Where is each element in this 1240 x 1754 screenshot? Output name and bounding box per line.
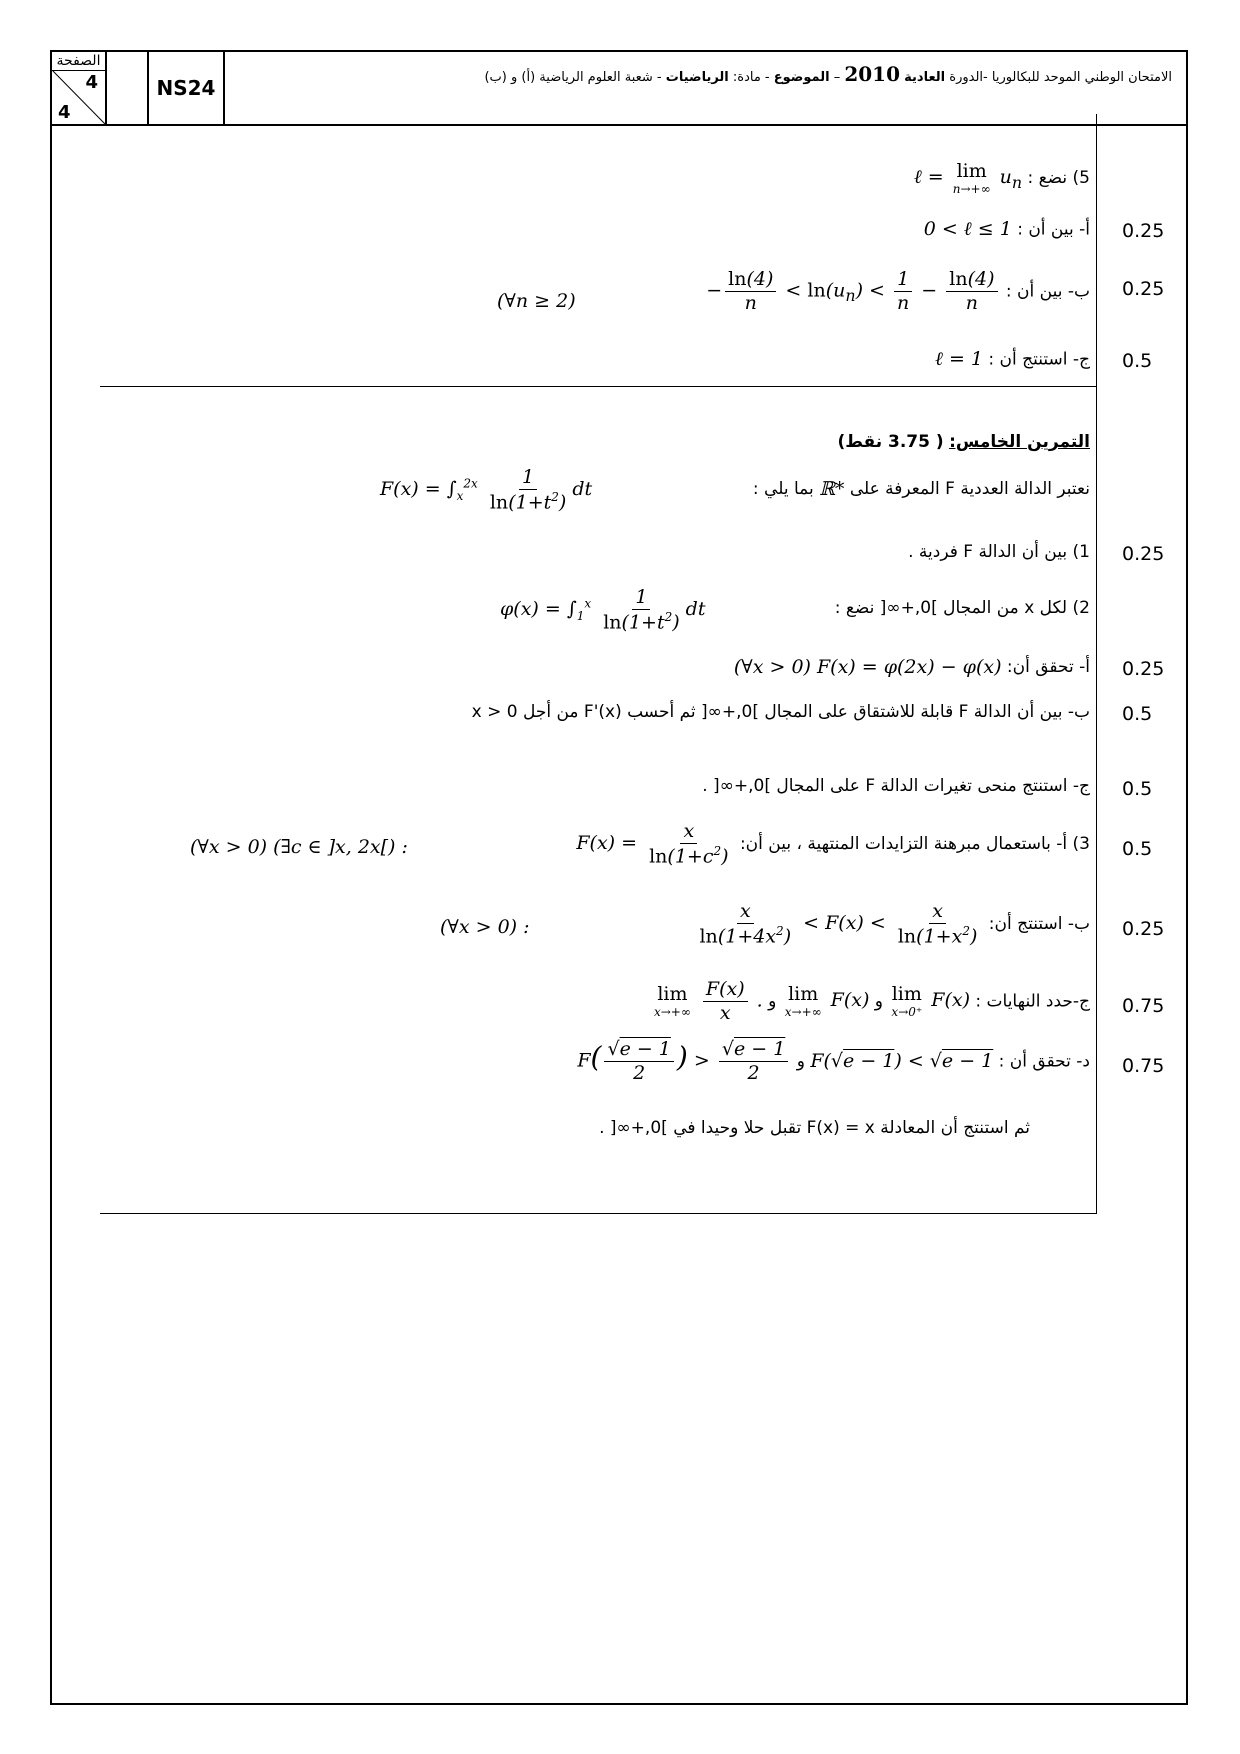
score: 0.25 — [1122, 918, 1165, 940]
exam-code: NS24 — [147, 52, 225, 124]
q3a-condition: (∀x > 0) (∃c ∈ ]x, 2x[) : — [190, 836, 408, 858]
q-label: ج- استنتج أن : — [988, 349, 1090, 370]
bottom-divider — [100, 1213, 1097, 1214]
q-math: (∀x > 0) F(x) = φ(2x) − φ(x) — [733, 656, 1002, 678]
exercise-title — [837, 432, 1090, 452]
q-label: أ- باستعمال مبرهنة التزايدات المنتهية ، بين أن: — [739, 833, 1068, 854]
q-label: أ- تحقق أن: — [1006, 657, 1090, 677]
q5c — [935, 348, 1090, 371]
ex5-intro — [753, 478, 1090, 500]
q-text: بين أن الدالة F فردية . — [908, 542, 1068, 562]
intro-text: نعتبر الدالة العددية F المعرفة على — [849, 479, 1090, 499]
q-math: 0 < ℓ ≤ 1 — [923, 218, 1012, 240]
exam-title — [484, 62, 1172, 86]
score: 0.5 — [1122, 838, 1153, 860]
q-math: F( $\frac{√e - 1}{2}$ ) > $\frac{√e - 1}{2}$ — [577, 1038, 791, 1085]
q-text: لكل x من المجال ]0,+∞[ نضع : — [834, 598, 1068, 618]
q-label: ب- استنتج أن: — [988, 913, 1090, 934]
page-number-box — [52, 52, 107, 126]
q-number: 3) — [1072, 833, 1090, 854]
score: 0.75 — [1122, 995, 1165, 1017]
domain-set: ℝ* — [819, 478, 845, 500]
title-part: الامتحان الوطني الموحد للبكالوريا -الدورة — [945, 70, 1172, 85]
ex5-q3d — [577, 1038, 1090, 1085]
q-math: lim x→+∞ F(x) — [784, 983, 870, 1020]
ex5-q3b — [693, 900, 1090, 948]
page-total: 4 — [58, 102, 71, 123]
intro-text: بما يلي : — [752, 479, 814, 499]
q-label: أ- بين أن : — [1017, 219, 1090, 240]
q-math: lim x→0⁺ F(x) — [891, 983, 970, 1020]
score: 0.5 — [1122, 778, 1153, 800]
ex5-q3c — [651, 978, 1090, 1025]
page-number: 4 — [85, 72, 98, 93]
subject-label: الموضوع — [773, 70, 830, 85]
limit-definition: ℓ = lim n→+∞ $u_n$ — [913, 160, 1023, 196]
q-label: ب- بين أن : — [1005, 281, 1090, 302]
q-number: 5) — [1072, 168, 1090, 188]
score: 0.75 — [1122, 1055, 1165, 1077]
q-math: $\frac{x}{\ln(1+4x^2)}$ < F(x) < $\frac{x}{\ln(1+x^2)}$ — [699, 900, 978, 948]
score: 0.25 — [1122, 658, 1165, 680]
q-number: 2) — [1072, 598, 1090, 618]
q5a — [924, 218, 1090, 241]
q-text: نضع : — [1027, 168, 1068, 188]
q-label: د- تحقق أن : — [998, 1051, 1090, 1072]
page-label: الصفحة — [52, 52, 105, 71]
stream-name: - شعبة العلوم الرياضية (أ) و (ب) — [484, 70, 666, 85]
ex5-q2 — [835, 598, 1090, 618]
conjunction: و — [796, 1051, 805, 1072]
ex5-q1 — [908, 542, 1090, 562]
q-math: F(√e − 1) < √e − 1 — [810, 1050, 994, 1073]
score: 0.25 — [1122, 278, 1165, 300]
score: 0.5 — [1122, 703, 1153, 725]
q5b — [706, 268, 1090, 315]
q-math: lim x→+∞ $\frac{F(x)}{x}$ . — [653, 978, 763, 1024]
F-definition: $F(x) = \int_x^{2x}$ $\frac{1}{\ln(1+t^2)}$ dt — [380, 466, 593, 514]
section-divider — [100, 386, 1096, 387]
subject-name: الرياضيات — [665, 70, 729, 85]
q-math: − $\frac{\ln(4)}{n}$ < $\ln(u_n)$ < $\frac{1}{n}$ − $\frac{\ln(4)}{n}$ — [706, 268, 1000, 315]
score: 0.25 — [1122, 220, 1165, 242]
score: 0.25 — [1122, 543, 1165, 565]
conjunction: و — [874, 991, 884, 1012]
ex5-q2a — [734, 656, 1090, 678]
q5b-condition: (∀n ≥ 2) — [497, 290, 576, 312]
title-sep: – — [829, 70, 845, 85]
q-math: ℓ = 1 — [934, 348, 983, 370]
q-number: 1) — [1072, 542, 1090, 562]
q-math: F(x) = $\frac{x}{\ln(1+c^2)}$ — [576, 820, 729, 868]
ex5-q2b: ب- بين أن الدالة F قابلة للاشتقاق على المجال ]0,+∞[ ثم أحسب F'(x) من أجل x > 0 — [471, 702, 1090, 722]
session-type: العادية — [904, 70, 946, 85]
ex5-q3-final: ثم استنتج أن المعادلة F(x) = x تقبل حلا وحيدا في ]0,+∞[ . — [599, 1118, 1030, 1138]
exam-header — [52, 52, 1186, 126]
phi-definition: $\varphi(x) = \int_1^x$ $\frac{1}{\ln(1+t^2)}$ dt — [500, 586, 706, 634]
exam-year: 2010 — [844, 62, 900, 86]
exercise-points: ( 3.75 نقط) — [837, 432, 944, 452]
score-column-divider — [1096, 114, 1097, 1214]
ex5-q3a — [576, 820, 1090, 868]
q5-intro — [914, 160, 1090, 196]
ex5-q2c: ج- استنتج منحى تغيرات الدالة F على المجال ]0,+∞[ . — [702, 776, 1090, 796]
exercise-heading: التمرين الخامس: — [949, 432, 1090, 452]
conjunction: و — [768, 991, 777, 1012]
title-part: - مادة: — [728, 70, 774, 85]
q-label: ج-حدد النهايات : — [975, 991, 1090, 1012]
score: 0.5 — [1122, 350, 1153, 372]
q3b-condition: (∀x > 0) : — [440, 916, 530, 938]
